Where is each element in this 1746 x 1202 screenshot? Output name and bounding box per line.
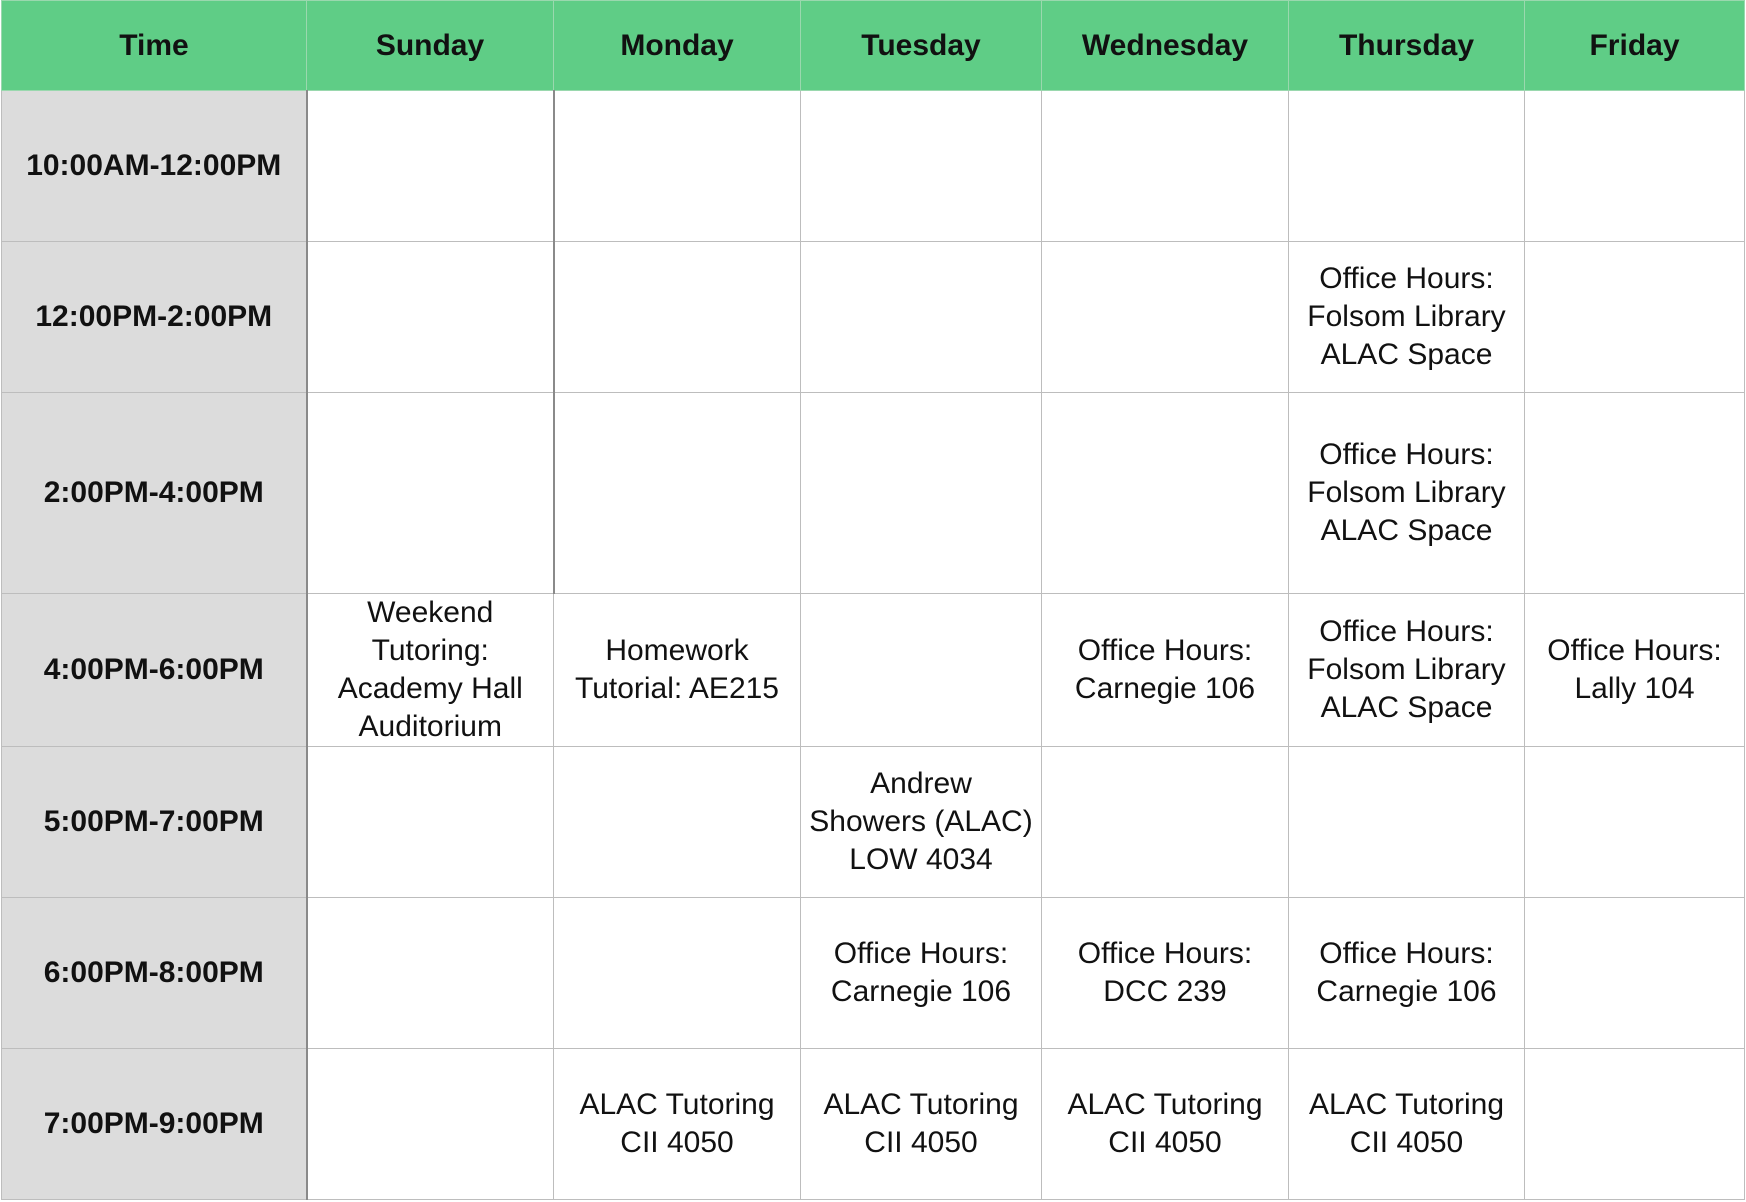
schedule-table [1, 0, 1745, 1200]
header-sunday: Sunday [307, 1, 554, 91]
friday-cell: Office Hours: Lally 104 [1525, 594, 1745, 747]
wednesday-cell: ALAC Tutoring CII 4050 [1042, 1049, 1289, 1200]
thursday-cell: Office Hours: Carnegie 106 [1289, 898, 1525, 1049]
sunday-cell [307, 747, 554, 898]
monday-cell [554, 898, 801, 1049]
wednesday-cell [1042, 393, 1289, 594]
sunday-cell [307, 242, 554, 393]
tuesday-cell: ALAC Tutoring CII 4050 [801, 1049, 1042, 1200]
thursday-cell [1289, 91, 1525, 242]
table-row [2, 898, 1745, 1049]
tuesday-cell [801, 91, 1042, 242]
tuesday-cell [801, 594, 1042, 747]
sunday-cell [307, 393, 554, 594]
sunday-cell [307, 898, 554, 1049]
table-row [2, 91, 1745, 242]
header-tuesday: Tuesday [801, 1, 1042, 91]
sunday-cell: Weekend Tutoring: Academy Hall Auditorium [307, 594, 554, 747]
time-slot-label: 6:00PM-8:00PM [2, 898, 307, 1049]
friday-cell [1525, 747, 1745, 898]
tuesday-cell: Office Hours: Carnegie 106 [801, 898, 1042, 1049]
header-time: Time [2, 1, 307, 91]
tuesday-cell [801, 393, 1042, 594]
thursday-cell: ALAC Tutoring CII 4050 [1289, 1049, 1525, 1200]
table-row [2, 393, 1745, 594]
wednesday-cell [1042, 242, 1289, 393]
friday-cell [1525, 393, 1745, 594]
monday-cell [554, 747, 801, 898]
time-slot-label: 12:00PM-2:00PM [2, 242, 307, 393]
header-wednesday: Wednesday [1042, 1, 1289, 91]
time-slot-label: 10:00AM-12:00PM [2, 91, 307, 242]
time-slot-label: 2:00PM-4:00PM [2, 393, 307, 594]
sunday-cell [307, 91, 554, 242]
friday-cell [1525, 91, 1745, 242]
tuesday-cell [801, 242, 1042, 393]
thursday-cell [1289, 747, 1525, 898]
time-slot-label: 4:00PM-6:00PM [2, 594, 307, 747]
monday-cell: ALAC Tutoring CII 4050 [554, 1049, 801, 1200]
tuesday-cell: Andrew Showers (ALAC) LOW 4034 [801, 747, 1042, 898]
friday-cell [1525, 1049, 1745, 1200]
thursday-cell: Office Hours: Folsom Library ALAC Space [1289, 242, 1525, 393]
friday-cell [1525, 242, 1745, 393]
table-row [2, 242, 1745, 393]
sunday-cell [307, 1049, 554, 1200]
wednesday-cell [1042, 747, 1289, 898]
wednesday-cell: Office Hours: DCC 239 [1042, 898, 1289, 1049]
table-row [2, 747, 1745, 898]
header-friday: Friday [1525, 1, 1745, 91]
monday-cell [554, 91, 801, 242]
time-slot-label: 7:00PM-9:00PM [2, 1049, 307, 1200]
header-monday: Monday [554, 1, 801, 91]
time-slot-label: 5:00PM-7:00PM [2, 747, 307, 898]
thursday-cell: Office Hours: Folsom Library ALAC Space [1289, 393, 1525, 594]
header-row [2, 1, 1745, 91]
monday-cell [554, 393, 801, 594]
thursday-cell: Office Hours: Folsom Library ALAC Space [1289, 594, 1525, 747]
monday-cell [554, 242, 801, 393]
table-row [2, 594, 1745, 747]
wednesday-cell: Office Hours: Carnegie 106 [1042, 594, 1289, 747]
wednesday-cell [1042, 91, 1289, 242]
table-row [2, 1049, 1745, 1200]
header-thursday: Thursday [1289, 1, 1525, 91]
monday-cell: Homework Tutorial: AE215 [554, 594, 801, 747]
friday-cell [1525, 898, 1745, 1049]
